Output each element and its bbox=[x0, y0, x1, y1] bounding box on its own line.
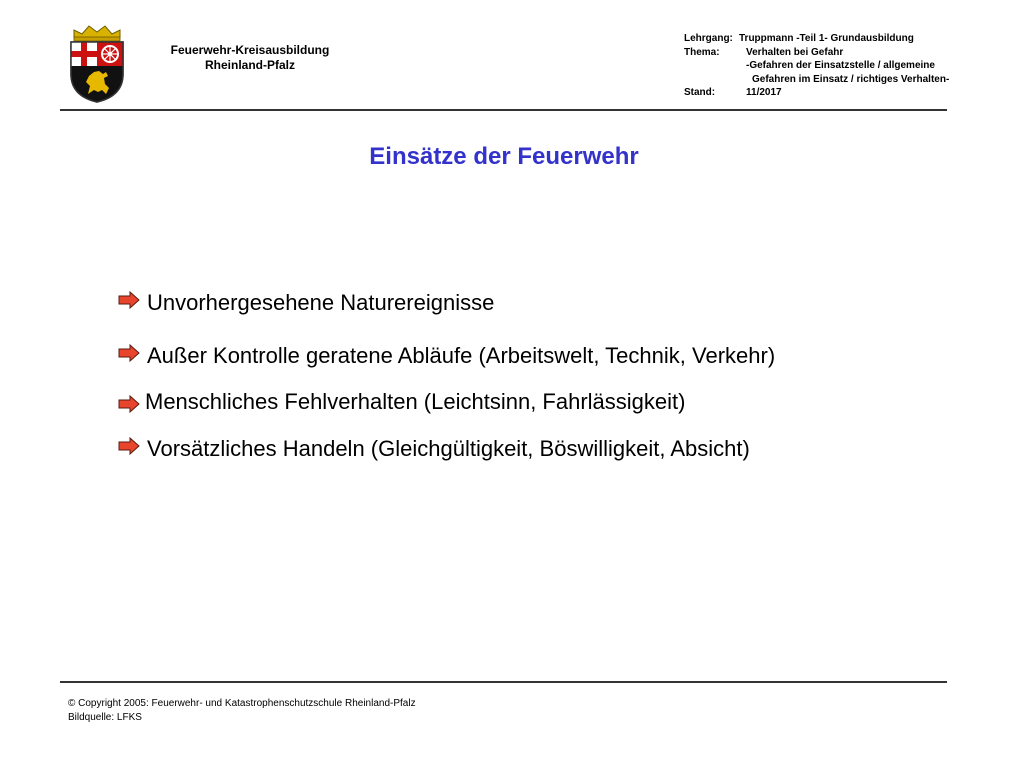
bullet-text: Menschliches Fehlverhalten (Leichtsinn, Fahrlässigkeit) bbox=[145, 389, 686, 414]
thema-value-line3: Gefahren im Einsatz / richtiges Verhalten- bbox=[752, 73, 950, 85]
page-title: Einsätze der Feuerwehr bbox=[369, 143, 639, 170]
bullet-text: Unvorhergesehene Naturereignisse bbox=[147, 290, 495, 315]
organization-name-line1: Feuerwehr-Kreisausbildung bbox=[170, 43, 330, 57]
thema-value-line2: -Gefahren der Einsatzstelle / allgemeine bbox=[746, 60, 935, 71]
bullet-text: Außer Kontrolle geratene Abläufe (Arbeitswelt, Technik, Verkehr) bbox=[147, 343, 776, 368]
right-arrow-icon bbox=[118, 344, 140, 362]
stand-value: 11/2017 bbox=[746, 87, 782, 98]
lehrgang-label: Lehrgang: bbox=[684, 33, 733, 44]
right-arrow-icon bbox=[118, 395, 140, 413]
image-source-text: Bildquelle: LFKS bbox=[68, 712, 142, 723]
coat-of-arms-icon bbox=[66, 24, 128, 104]
footer-divider bbox=[60, 681, 947, 683]
lehrgang-value: Truppmann -Teil 1- Grundausbildung bbox=[739, 33, 914, 44]
header-divider bbox=[60, 109, 947, 111]
copyright-text: © Copyright 2005: Feuerwehr- und Katastrophenschutzschule Rheinland-Pfalz bbox=[68, 698, 416, 709]
bullet-text: Vorsätzliches Handeln (Gleichgültigkeit, Böswilligkeit, Absicht) bbox=[147, 436, 750, 461]
right-arrow-icon bbox=[118, 437, 140, 455]
organization-name-line2: Rheinland-Pfalz bbox=[204, 58, 295, 72]
stand-label: Stand: bbox=[684, 87, 716, 98]
organization-name bbox=[150, 43, 350, 73]
thema-value-line1: Verhalten bei Gefahr bbox=[746, 46, 844, 58]
footer bbox=[68, 697, 416, 725]
thema-label: Thema: bbox=[684, 46, 720, 58]
right-arrow-icon bbox=[118, 291, 140, 309]
